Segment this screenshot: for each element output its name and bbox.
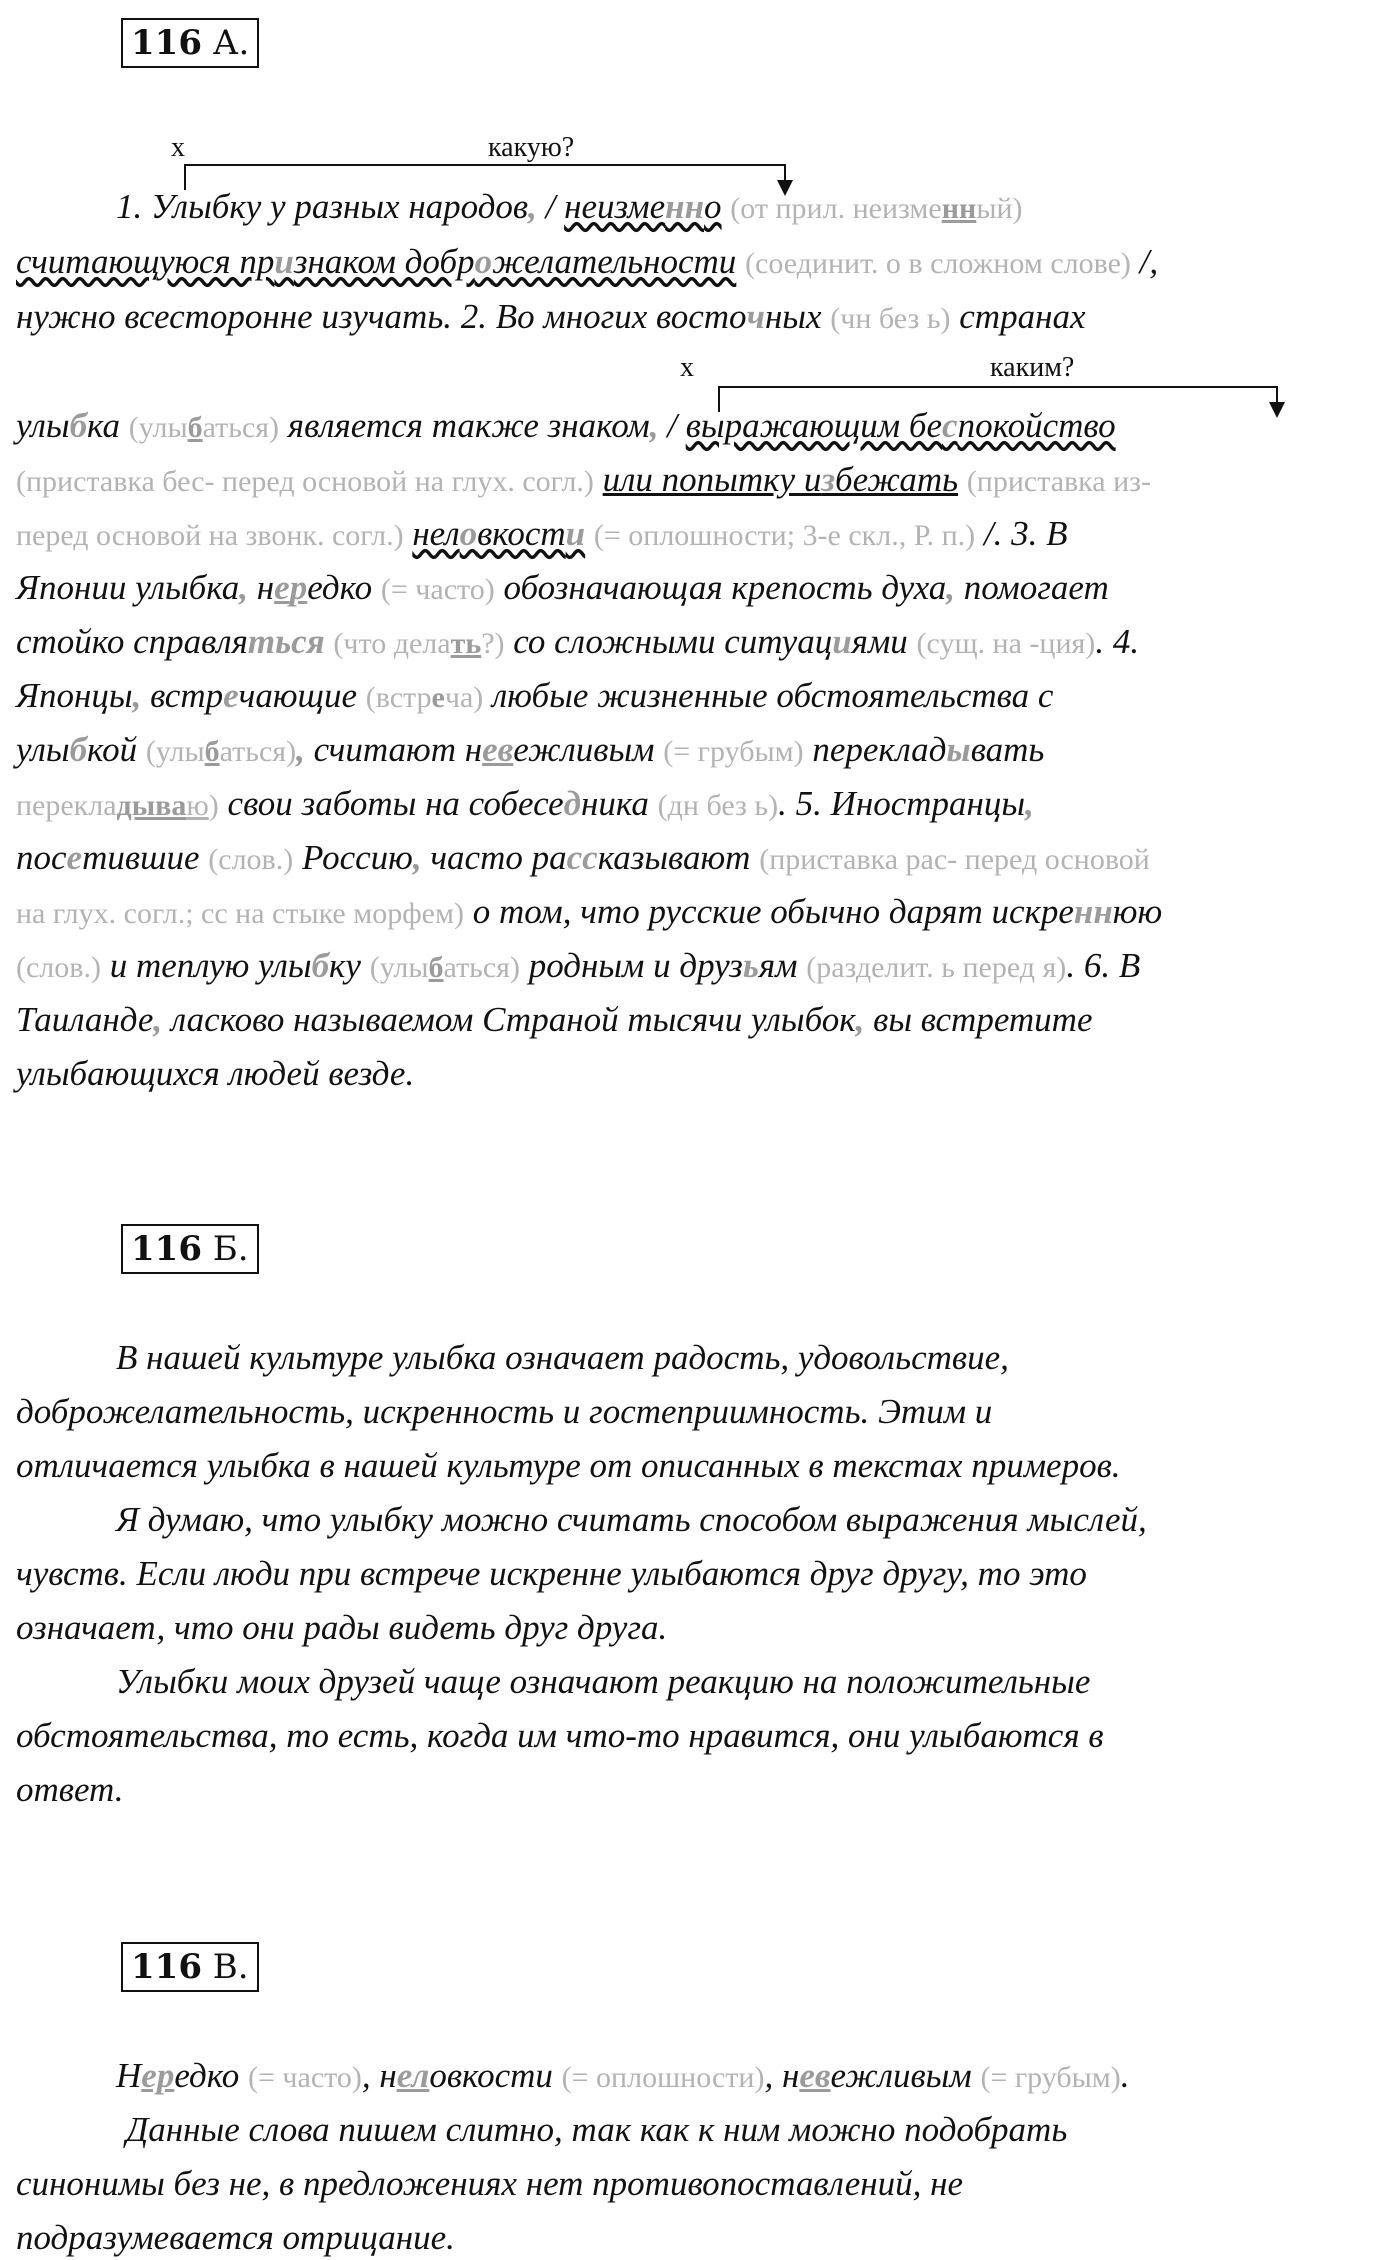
orthogram: ев bbox=[482, 730, 514, 769]
text: странах bbox=[950, 297, 1086, 336]
text bbox=[594, 460, 603, 499]
text-line: Данные слова пишем слитно, так как к ним можно подобрать bbox=[126, 2110, 1068, 2149]
text: о том, что русские обычно дарят искре bbox=[463, 892, 1074, 931]
text: ка bbox=[87, 406, 129, 445]
comment: (приставка бес- перед основой на глух. согл.) bbox=[16, 465, 594, 498]
comma-mark: , bbox=[239, 568, 249, 607]
text: казывают bbox=[597, 838, 760, 877]
orthogram: б bbox=[187, 411, 203, 444]
text-line: Улыбки моих друзей чаще означают реакцию на положительные bbox=[116, 1662, 1091, 1701]
text bbox=[248, 568, 257, 607]
text: ежливым bbox=[513, 730, 664, 769]
text-line bbox=[16, 295, 1386, 341]
text: ку bbox=[329, 946, 370, 985]
text: тившие bbox=[82, 838, 209, 877]
text: чающие bbox=[238, 676, 366, 715]
comment: аться) bbox=[202, 411, 280, 444]
comment: (сущ. на -ция) bbox=[916, 627, 1096, 660]
text bbox=[585, 514, 594, 553]
text: ежливым bbox=[830, 2056, 981, 2095]
text: . 6. В bbox=[1066, 946, 1141, 985]
text: едко bbox=[307, 568, 381, 607]
scheme-1-x: х bbox=[171, 132, 185, 163]
text: вкост bbox=[477, 514, 566, 553]
dash-underlined-word bbox=[412, 514, 585, 553]
text bbox=[736, 242, 745, 281]
exercise-label-c bbox=[121, 1942, 259, 1992]
exercise-letter: Б. bbox=[212, 1229, 249, 1269]
comment: (улы bbox=[369, 951, 429, 984]
comment: ) bbox=[208, 789, 219, 822]
text: кой bbox=[87, 730, 146, 769]
wavy-underlined-word bbox=[564, 187, 721, 226]
text bbox=[722, 187, 731, 226]
scheme-2-x: х bbox=[680, 352, 694, 383]
comma-mark: , bbox=[153, 1000, 163, 1039]
text: /, bbox=[1130, 242, 1159, 281]
comment: ?) bbox=[481, 627, 505, 660]
comment: аться) bbox=[219, 735, 297, 768]
orthogram: р bbox=[289, 568, 308, 607]
text: ных bbox=[764, 297, 831, 336]
orthogram: с bbox=[942, 406, 958, 445]
scheme-2-question: каким? bbox=[990, 352, 1075, 383]
text: Японцы bbox=[16, 676, 133, 715]
comment: (встр bbox=[365, 681, 432, 714]
comment: (= грубым) bbox=[663, 735, 804, 768]
text-line bbox=[116, 185, 1386, 231]
text-line: чувств. Если люди при встрече искренне улыбаются друг другу, то это bbox=[16, 1554, 1087, 1593]
text: улы bbox=[16, 730, 70, 769]
text: едко bbox=[174, 2056, 248, 2095]
orthogram: ы bbox=[946, 730, 971, 769]
text-line bbox=[16, 944, 1386, 990]
text: /. 3. В bbox=[975, 514, 1068, 553]
text-line bbox=[16, 728, 1386, 774]
text: д bbox=[928, 730, 947, 769]
text: , н bbox=[361, 2056, 397, 2095]
text: знаком добр bbox=[293, 242, 475, 281]
comma-mark: , bbox=[132, 676, 142, 715]
text: . 5. Иностранцы bbox=[778, 784, 1026, 823]
wavy-underlined-phrase bbox=[16, 242, 736, 281]
exercise-label-a bbox=[121, 18, 259, 68]
text: о bbox=[704, 187, 722, 226]
text-line: означает, что они рады видеть друг друга. bbox=[16, 1608, 668, 1647]
comma-mark: , bbox=[649, 406, 659, 445]
text-line bbox=[16, 404, 1386, 450]
text: н bbox=[256, 568, 275, 607]
text: вать bbox=[970, 730, 1045, 769]
text: ями bbox=[851, 622, 917, 661]
wavy-underlined-phrase bbox=[686, 406, 1116, 445]
text-line bbox=[16, 620, 1386, 666]
text: со сложными ситуац bbox=[504, 622, 833, 661]
comment: ый) bbox=[976, 192, 1023, 225]
text: является также знаком bbox=[279, 406, 650, 445]
text: овкости bbox=[429, 2056, 562, 2095]
comma-mark: , bbox=[296, 730, 305, 769]
orthogram: о bbox=[459, 514, 478, 553]
orthogram: ч bbox=[746, 297, 765, 336]
orthogram: ер bbox=[141, 2056, 175, 2095]
text bbox=[958, 460, 967, 499]
orthogram: ь bbox=[742, 946, 759, 985]
text: и теплую улы bbox=[100, 946, 312, 985]
comment: (= часто) bbox=[380, 573, 495, 606]
text: неизме bbox=[564, 187, 666, 226]
text: желательности bbox=[492, 242, 737, 281]
text: нел bbox=[412, 514, 460, 553]
text: / bbox=[545, 187, 565, 226]
text-line: Я думаю, что улыбку можно считать способом выражения мыслей, bbox=[116, 1500, 1147, 1539]
text-line bbox=[16, 458, 1386, 504]
orthogram: з bbox=[821, 460, 835, 499]
orthogram: б bbox=[69, 406, 88, 445]
comment: (разделит. ь перед я) bbox=[806, 951, 1067, 984]
orthogram: и bbox=[832, 622, 852, 661]
orthogram: нн bbox=[1073, 892, 1113, 931]
scheme-2-line bbox=[718, 386, 1278, 388]
comment: перекла bbox=[16, 789, 117, 822]
comment: (приставка из- bbox=[966, 465, 1152, 498]
orthogram: нн bbox=[941, 192, 977, 225]
text-line: ответ. bbox=[16, 1770, 124, 1809]
text: стойко справля bbox=[16, 622, 248, 661]
orthogram: б bbox=[428, 951, 444, 984]
text: / bbox=[658, 406, 686, 445]
comment: (слов.) bbox=[16, 951, 101, 984]
text bbox=[404, 514, 413, 553]
text: 1. Улыбку у разных народов bbox=[116, 187, 529, 226]
orthogram: о bbox=[474, 242, 493, 281]
comma-mark: , bbox=[855, 1000, 865, 1039]
text-line bbox=[16, 998, 1386, 1042]
text-line bbox=[16, 782, 1386, 828]
orthogram: е bbox=[274, 568, 290, 607]
text-line: синонимы без не, в предложениях нет противопоставлений, не bbox=[16, 2164, 964, 2203]
exercise-number: 116 bbox=[131, 1947, 202, 1987]
text: ласково называемом Страной тысячи улыбок bbox=[162, 1000, 856, 1039]
orthogram: е bbox=[431, 681, 445, 714]
exercise-letter: В. bbox=[212, 1947, 249, 1987]
comment: (= оплошности; 3-е скл., Р. п.) bbox=[593, 519, 976, 552]
orthogram: и bbox=[274, 242, 294, 281]
text: или попытку и bbox=[602, 460, 822, 499]
comment: (= грубым) bbox=[980, 2061, 1121, 2094]
comment: аться) bbox=[443, 951, 520, 984]
comment: (соединит. о в сложном слове) bbox=[745, 247, 1131, 280]
text: ям bbox=[758, 946, 807, 985]
comment: (слов.) bbox=[208, 843, 294, 876]
text: . 4. bbox=[1095, 622, 1140, 661]
text: перекла bbox=[803, 730, 929, 769]
text: бежать bbox=[834, 460, 959, 499]
text: юю bbox=[1112, 892, 1163, 931]
underlined-phrase bbox=[603, 460, 958, 499]
text: обозначающая крепость духа bbox=[494, 568, 947, 607]
text-line bbox=[16, 836, 1386, 882]
orthogram: нн bbox=[665, 187, 705, 226]
text: считают н bbox=[304, 730, 483, 769]
comma-mark: , bbox=[1025, 784, 1034, 823]
comment: (чн без ь) bbox=[830, 302, 951, 335]
text-line bbox=[16, 240, 1386, 286]
text-line: обстоятельства, то есть, когда им что-то нравится, они улыбаются в bbox=[16, 1716, 1104, 1755]
text: Таиланде bbox=[16, 1000, 154, 1039]
text-line bbox=[116, 2054, 1386, 2100]
text: выражающим бе bbox=[685, 406, 943, 445]
comment: (приставка рас- перед основой bbox=[759, 843, 1150, 876]
comment: ю bbox=[186, 789, 209, 822]
comment: (от прил. неизме bbox=[730, 192, 942, 225]
orthogram: б bbox=[311, 946, 330, 985]
comment: ча) bbox=[444, 681, 484, 714]
text: улы bbox=[16, 406, 70, 445]
orthogram: ться bbox=[247, 622, 325, 661]
text-line: доброжелательность, искренность и гостеприимность. Этим и bbox=[16, 1392, 993, 1431]
comment: на глух. согл.; сс на стыке морфем) bbox=[16, 897, 464, 930]
text-line: отличается улыбка в нашей культуре от описанных в текстах примеров. bbox=[16, 1446, 1121, 1485]
comma-mark: , bbox=[528, 187, 546, 226]
exercise-letter: А. bbox=[212, 23, 250, 63]
text: Н bbox=[116, 2056, 142, 2095]
orthogram: дыва bbox=[116, 789, 187, 822]
text: свои заботы на собесе bbox=[218, 784, 564, 823]
text-line: В нашей культуре улыбка означает радость, удовольствие, bbox=[116, 1338, 1009, 1377]
text: вы встретите bbox=[864, 1000, 1093, 1039]
orthogram: е bbox=[223, 676, 239, 715]
text: нужно всесторонне изучать. 2. Во многих восто bbox=[16, 297, 747, 336]
comment: (что дела bbox=[333, 627, 451, 660]
text-line bbox=[16, 890, 1386, 936]
scheme-1-line bbox=[184, 164, 786, 166]
text-line: подразумевается отрицание. bbox=[16, 2218, 455, 2257]
comment: (дн без ь) bbox=[657, 789, 779, 822]
exercise-label-b bbox=[121, 1224, 259, 1274]
text: родным и друз bbox=[519, 946, 743, 985]
comment: (= оплошности) bbox=[561, 2061, 765, 2094]
text: считающуюся пр bbox=[16, 242, 275, 281]
text-line bbox=[16, 674, 1386, 720]
text: часто ра bbox=[421, 838, 567, 877]
text: Японии улыбка bbox=[16, 568, 240, 607]
text: покойство bbox=[957, 406, 1116, 445]
comment: (улы bbox=[145, 735, 205, 768]
orthogram: ев bbox=[799, 2056, 831, 2095]
orthogram: д bbox=[563, 784, 582, 823]
comment: (= часто) bbox=[248, 2061, 362, 2094]
orthogram: ел bbox=[396, 2056, 430, 2095]
text: любые жизненные обстоятельства с bbox=[483, 676, 1054, 715]
text: пос bbox=[16, 838, 67, 877]
text-line bbox=[16, 566, 1386, 612]
orthogram: сс bbox=[566, 838, 598, 877]
exercise-number: 116 bbox=[131, 23, 202, 63]
comma-mark: , bbox=[946, 568, 955, 607]
scheme-1-question: какую? bbox=[488, 132, 575, 163]
comment: перед основой на звонк. согл.) bbox=[16, 519, 404, 552]
text: ника bbox=[581, 784, 658, 823]
comma-mark: , bbox=[412, 838, 422, 877]
orthogram: ть bbox=[450, 627, 482, 660]
orthogram: б bbox=[69, 730, 88, 769]
text: помогает bbox=[954, 568, 1109, 607]
text: , н bbox=[764, 2056, 800, 2095]
orthogram: и bbox=[565, 514, 586, 553]
text: . bbox=[1120, 2056, 1130, 2095]
text-line bbox=[16, 512, 1386, 558]
text: встр bbox=[141, 676, 224, 715]
text: Россию bbox=[293, 838, 413, 877]
orthogram: е bbox=[66, 838, 83, 877]
orthogram: б bbox=[204, 735, 220, 768]
text-line: улыбающихся людей везде. bbox=[16, 1054, 415, 1093]
comment: (улы bbox=[128, 411, 188, 444]
exercise-number: 116 bbox=[131, 1229, 202, 1269]
